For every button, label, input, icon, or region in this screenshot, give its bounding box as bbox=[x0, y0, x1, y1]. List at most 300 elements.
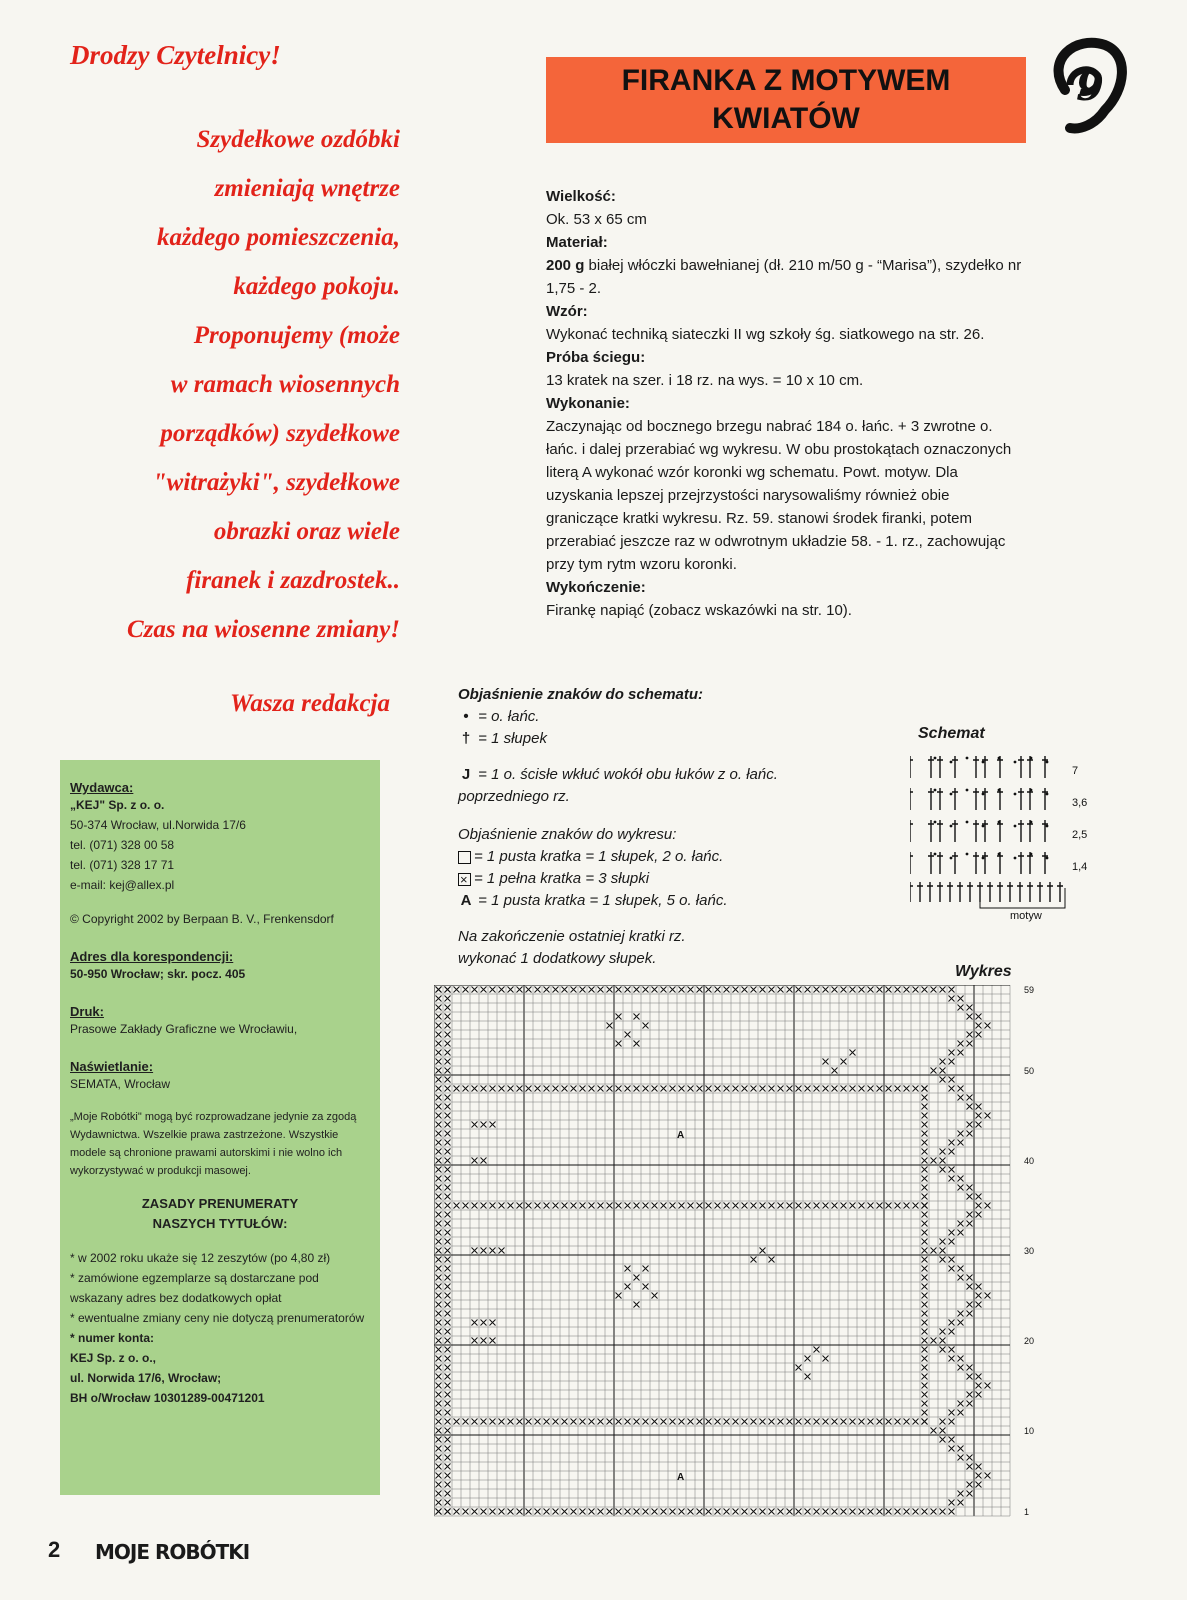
filled-cell bbox=[472, 1086, 478, 1092]
stitch-mark bbox=[910, 852, 913, 874]
filled-cell bbox=[463, 1086, 469, 1092]
instructions bbox=[546, 185, 1026, 622]
filled-cell bbox=[445, 1302, 451, 1308]
filled-cell bbox=[922, 1374, 928, 1380]
filled-cell bbox=[652, 1509, 658, 1515]
filled-cell bbox=[751, 1419, 757, 1425]
filled-cell bbox=[526, 1203, 532, 1209]
filled-cell bbox=[949, 1176, 955, 1182]
filled-cell bbox=[562, 1509, 568, 1515]
filled-cell bbox=[436, 1266, 442, 1272]
stitch-mark bbox=[1042, 788, 1048, 810]
filled-cell bbox=[922, 987, 928, 993]
account-line: ul. Norwida 17/6, Wrocław; bbox=[70, 1371, 222, 1385]
size-value: Ok. 53 x 65 cm bbox=[546, 211, 647, 228]
intro-line: Proponujemy (może bbox=[193, 322, 400, 349]
filled-cell bbox=[940, 1329, 946, 1335]
stitch-mark bbox=[982, 756, 988, 778]
filled-cell bbox=[958, 996, 964, 1002]
filled-cell bbox=[544, 1086, 550, 1092]
schematic-rows bbox=[910, 756, 1063, 902]
filled-cell bbox=[958, 1356, 964, 1362]
filled-cell bbox=[976, 1122, 982, 1128]
filled-cell bbox=[931, 1068, 937, 1074]
filled-cell bbox=[922, 1275, 928, 1281]
filled-cell bbox=[454, 1086, 460, 1092]
filled-cell bbox=[805, 1509, 811, 1515]
filled-cell bbox=[436, 1383, 442, 1389]
filled-cell bbox=[562, 987, 568, 993]
filled-cell bbox=[445, 1473, 451, 1479]
stitch-mark bbox=[952, 756, 958, 778]
filled-cell bbox=[742, 1509, 748, 1515]
stitch-mark bbox=[1057, 882, 1063, 902]
filled-cell bbox=[445, 1437, 451, 1443]
chain-dot bbox=[950, 761, 953, 764]
filled-cell bbox=[787, 1419, 793, 1425]
dot-symbol: • bbox=[463, 708, 469, 725]
filled-cell bbox=[742, 1203, 748, 1209]
filled-cell bbox=[643, 1284, 649, 1290]
filled-cell bbox=[958, 1095, 964, 1101]
filled-cell bbox=[490, 1248, 496, 1254]
filled-cell bbox=[760, 1086, 766, 1092]
filled-cell bbox=[940, 1167, 946, 1173]
filled-cell bbox=[481, 987, 487, 993]
filled-cell bbox=[688, 1509, 694, 1515]
filled-cell bbox=[445, 1374, 451, 1380]
publisher-line: e-mail: kej@allex.pl bbox=[70, 878, 175, 892]
filled-cell bbox=[598, 1419, 604, 1425]
filled-cell bbox=[967, 1374, 973, 1380]
filled-cell bbox=[922, 1131, 928, 1137]
filled-cell bbox=[922, 1266, 928, 1272]
filled-cell bbox=[949, 1266, 955, 1272]
filled-cell bbox=[904, 1086, 910, 1092]
filled-cell bbox=[958, 1050, 964, 1056]
filled-cell bbox=[922, 1095, 928, 1101]
filled-cell bbox=[679, 1509, 685, 1515]
filled-cell bbox=[940, 1509, 946, 1515]
filled-cell bbox=[949, 1077, 955, 1083]
filled-cell bbox=[922, 1338, 928, 1344]
stitch-mark bbox=[1027, 788, 1033, 810]
filled-cell bbox=[769, 1509, 775, 1515]
gauge-value: 13 kratek na szer. i 18 rz. na wys. = 10 x 10 cm. bbox=[546, 372, 864, 389]
print-label: Druk: bbox=[70, 1004, 104, 1019]
filled-cell bbox=[976, 1482, 982, 1488]
filled-cell bbox=[922, 1203, 928, 1209]
region-a-label: A bbox=[677, 1472, 685, 1483]
filled-cell bbox=[508, 1086, 514, 1092]
lace-schematic bbox=[910, 748, 1110, 928]
filled-cell bbox=[634, 1302, 640, 1308]
filled-cell bbox=[445, 1104, 451, 1110]
stitch-mark bbox=[973, 852, 979, 874]
address: 50-950 Wrocław; skr. pocz. 405 bbox=[70, 967, 246, 981]
filled-cell bbox=[553, 1203, 559, 1209]
schematic-row-label: 3,6 bbox=[1072, 797, 1088, 809]
filled-cell bbox=[868, 1086, 874, 1092]
filled-cell bbox=[967, 1491, 973, 1497]
stitch-mark bbox=[937, 852, 943, 874]
filled-cell bbox=[643, 987, 649, 993]
filled-cell bbox=[922, 1212, 928, 1218]
filled-cell bbox=[976, 1374, 982, 1380]
filled-cell bbox=[985, 1023, 991, 1029]
filled-cell bbox=[697, 987, 703, 993]
filled-cell bbox=[949, 1149, 955, 1155]
filled-cell bbox=[481, 1320, 487, 1326]
filled-cell bbox=[958, 1176, 964, 1182]
filled-cell bbox=[436, 1320, 442, 1326]
publisher-label: Wydawca: bbox=[70, 780, 134, 795]
filled-cell bbox=[598, 1086, 604, 1092]
size-label: Wielkość: bbox=[546, 188, 616, 205]
filled-cell bbox=[778, 987, 784, 993]
chain-dot bbox=[950, 825, 953, 828]
filled-cell bbox=[445, 1428, 451, 1434]
filled-cell bbox=[823, 1059, 829, 1065]
filled-cell bbox=[445, 1041, 451, 1047]
subscription-bullet: * zamówione egzemplarze są dostarczane pod wskazany adres bez dodatkowych opłat bbox=[70, 1271, 319, 1305]
filled-cell bbox=[445, 1113, 451, 1119]
stitch-mark bbox=[1042, 852, 1048, 874]
chain-dot bbox=[1046, 857, 1049, 860]
filled-cell bbox=[931, 987, 937, 993]
chain-dot bbox=[966, 821, 969, 824]
copyright: © Copyright 2002 by Berpaan B. V., Frenkensdorf bbox=[70, 912, 334, 926]
filled-cell bbox=[886, 1509, 892, 1515]
filled-cell bbox=[679, 1419, 685, 1425]
stitch-mark bbox=[997, 788, 1003, 810]
filled-cell bbox=[886, 1086, 892, 1092]
filled-cell bbox=[976, 1293, 982, 1299]
filled-cell bbox=[580, 1419, 586, 1425]
intro-line: każdego pokoju. bbox=[233, 273, 400, 300]
filled-cell bbox=[841, 1203, 847, 1209]
filled-cell bbox=[940, 1059, 946, 1065]
filled-cell bbox=[949, 1446, 955, 1452]
filled-cell bbox=[535, 1086, 541, 1092]
address-label: Adres dla korespondencji: bbox=[70, 949, 234, 964]
filled-cell bbox=[922, 1410, 928, 1416]
filled-cell bbox=[481, 1158, 487, 1164]
filled-cell bbox=[643, 1023, 649, 1029]
filled-cell bbox=[436, 1392, 442, 1398]
filled-cell bbox=[445, 1176, 451, 1182]
filled-cell bbox=[445, 1023, 451, 1029]
chain-dot bbox=[934, 789, 937, 792]
publisher-line: 50-374 Wrocław, ul.Norwida 17/6 bbox=[70, 818, 246, 832]
chain-dot bbox=[1046, 793, 1049, 796]
account-line: KEJ Sp. z o. o., bbox=[70, 1351, 157, 1365]
filled-cell bbox=[922, 1320, 928, 1326]
publisher-line: tel. (071) 328 17 71 bbox=[70, 858, 175, 872]
filled-cell bbox=[922, 1284, 928, 1290]
chain-dot bbox=[1014, 793, 1017, 796]
filled-cell bbox=[544, 1419, 550, 1425]
filled-cell bbox=[445, 1014, 451, 1020]
stitch-mark bbox=[1018, 788, 1024, 810]
filled-cell bbox=[841, 1419, 847, 1425]
filled-cell bbox=[733, 1419, 739, 1425]
filled-cell bbox=[850, 1086, 856, 1092]
filled-cell bbox=[967, 1131, 973, 1137]
filled-cell bbox=[832, 1419, 838, 1425]
filled-cell bbox=[949, 987, 955, 993]
filled-cell bbox=[922, 1401, 928, 1407]
stitch-mark bbox=[952, 788, 958, 810]
chain-dot bbox=[1046, 761, 1049, 764]
filled-cell bbox=[616, 1509, 622, 1515]
filled-cell bbox=[607, 1509, 613, 1515]
chain-dot bbox=[934, 757, 937, 760]
filled-cell bbox=[508, 1419, 514, 1425]
filled-cell bbox=[796, 1203, 802, 1209]
stitch-mark bbox=[997, 756, 1003, 778]
filled-cell bbox=[733, 1203, 739, 1209]
stitch-mark bbox=[1027, 882, 1033, 902]
filled-cell bbox=[724, 1086, 730, 1092]
stitch-mark bbox=[973, 820, 979, 842]
chain-dot bbox=[982, 825, 985, 828]
publisher-line: „KEJ" Sp. z o. o. bbox=[70, 798, 165, 812]
filled-cell bbox=[625, 1509, 631, 1515]
filled-cell bbox=[976, 1203, 982, 1209]
filled-cell bbox=[958, 1455, 964, 1461]
chain-dot bbox=[998, 821, 1001, 824]
filled-cell bbox=[544, 1509, 550, 1515]
filled-cell bbox=[508, 987, 514, 993]
filled-cell bbox=[436, 1473, 442, 1479]
filled-cell bbox=[436, 1248, 442, 1254]
filled-cell bbox=[895, 1419, 901, 1425]
filled-cell bbox=[769, 1086, 775, 1092]
material-value bbox=[546, 254, 1026, 300]
filled-cell bbox=[436, 1437, 442, 1443]
chain-dot bbox=[1030, 853, 1033, 856]
crossed-square-icon bbox=[458, 873, 471, 886]
filled-cell bbox=[436, 1338, 442, 1344]
filled-cell bbox=[517, 987, 523, 993]
filled-cell bbox=[922, 1383, 928, 1389]
filled-cell bbox=[589, 1509, 595, 1515]
filled-cell bbox=[436, 1509, 442, 1515]
filled-cell bbox=[436, 1041, 442, 1047]
filled-cell bbox=[445, 1158, 451, 1164]
filled-cell bbox=[445, 1122, 451, 1128]
filled-cell bbox=[706, 987, 712, 993]
filled-cell bbox=[931, 1158, 937, 1164]
stitch-mark bbox=[937, 788, 943, 810]
filled-cell bbox=[787, 1203, 793, 1209]
intro-line: zmieniają wnętrze bbox=[214, 175, 400, 202]
filled-cell bbox=[634, 1419, 640, 1425]
filled-cell bbox=[544, 987, 550, 993]
filled-cell bbox=[922, 1257, 928, 1263]
filled-cell bbox=[832, 1068, 838, 1074]
filled-cell bbox=[859, 1203, 865, 1209]
issue-number-logo bbox=[1035, 30, 1145, 140]
filled-cell bbox=[922, 1122, 928, 1128]
filled-cell bbox=[445, 1365, 451, 1371]
filled-cell bbox=[949, 1437, 955, 1443]
filled-cell bbox=[958, 1131, 964, 1137]
stitch-mark bbox=[1027, 756, 1033, 778]
filled-cell bbox=[436, 1032, 442, 1038]
filled-cell bbox=[967, 1194, 973, 1200]
filled-cell bbox=[913, 1509, 919, 1515]
filled-cell bbox=[922, 1293, 928, 1299]
filled-cell bbox=[436, 1230, 442, 1236]
filled-cell bbox=[976, 1023, 982, 1029]
filled-cell bbox=[490, 1086, 496, 1092]
filled-cell bbox=[436, 1410, 442, 1416]
filled-cell bbox=[436, 1104, 442, 1110]
filled-cell bbox=[643, 1086, 649, 1092]
filled-cell bbox=[490, 1320, 496, 1326]
filled-cell bbox=[922, 1239, 928, 1245]
filled-cell bbox=[976, 1302, 982, 1308]
stitch-mark bbox=[910, 820, 913, 842]
filled-cell bbox=[445, 1257, 451, 1263]
filled-cell bbox=[850, 1509, 856, 1515]
filled-cell bbox=[445, 1239, 451, 1245]
legend-hook bbox=[458, 764, 788, 808]
filled-cell bbox=[490, 1122, 496, 1128]
filled-cell bbox=[913, 1419, 919, 1425]
filled-cell bbox=[814, 1203, 820, 1209]
filled-cell bbox=[670, 987, 676, 993]
filled-cell bbox=[778, 1086, 784, 1092]
filled-cell bbox=[733, 987, 739, 993]
filled-cell bbox=[922, 1311, 928, 1317]
filled-cell bbox=[940, 1347, 946, 1353]
title-line: FIRANKA Z MOTYWEM bbox=[621, 64, 951, 97]
filled-cell bbox=[445, 1293, 451, 1299]
filled-cell bbox=[634, 1509, 640, 1515]
stitch-mark bbox=[982, 788, 988, 810]
filled-cell bbox=[436, 1212, 442, 1218]
schematic-row-label: 2,5 bbox=[1072, 829, 1088, 841]
filled-cell bbox=[985, 1473, 991, 1479]
filled-cell bbox=[481, 1122, 487, 1128]
filled-cell bbox=[481, 1086, 487, 1092]
filled-cell bbox=[940, 1239, 946, 1245]
stitch-mark bbox=[937, 756, 943, 778]
filled-cell bbox=[499, 987, 505, 993]
filled-cell bbox=[976, 1383, 982, 1389]
filled-cell bbox=[436, 1482, 442, 1488]
filled-cell bbox=[625, 1419, 631, 1425]
filled-cell bbox=[958, 1410, 964, 1416]
filled-cell bbox=[463, 1203, 469, 1209]
filled-cell bbox=[463, 1509, 469, 1515]
filled-cell bbox=[643, 1509, 649, 1515]
filled-cell bbox=[940, 1158, 946, 1164]
logo-number: 9 bbox=[1076, 63, 1104, 110]
filled-cell bbox=[967, 1005, 973, 1011]
filled-cell bbox=[436, 1464, 442, 1470]
filled-cell bbox=[940, 1257, 946, 1263]
filled-cell bbox=[445, 1338, 451, 1344]
filled-cell bbox=[913, 1203, 919, 1209]
filled-cell bbox=[841, 987, 847, 993]
filled-cell bbox=[445, 1077, 451, 1083]
stitch-mark bbox=[973, 756, 979, 778]
filled-cell bbox=[436, 1194, 442, 1200]
filled-cell bbox=[931, 1338, 937, 1344]
filled-cell bbox=[436, 1257, 442, 1263]
filled-cell bbox=[967, 1185, 973, 1191]
filled-cell bbox=[715, 987, 721, 993]
filled-cell bbox=[922, 1356, 928, 1362]
filled-cell bbox=[571, 987, 577, 993]
filled-cell bbox=[724, 1509, 730, 1515]
chart-row-label: 20 bbox=[1024, 1336, 1035, 1346]
filled-cell bbox=[751, 987, 757, 993]
filled-cell bbox=[868, 1509, 874, 1515]
stitch-mark bbox=[1042, 756, 1048, 778]
filled-cell bbox=[760, 987, 766, 993]
filled-cell bbox=[661, 1419, 667, 1425]
filled-cell bbox=[445, 1212, 451, 1218]
legend-text: = 1 pusta kratka = 1 słupek, 5 o. łańc. bbox=[474, 892, 728, 909]
filled-cell bbox=[706, 1509, 712, 1515]
filled-cell bbox=[823, 1419, 829, 1425]
filled-cell bbox=[436, 1077, 442, 1083]
chain-dot bbox=[1014, 825, 1017, 828]
filled-cell bbox=[967, 1284, 973, 1290]
stitch-mark bbox=[952, 820, 958, 842]
filled-cell bbox=[922, 1086, 928, 1092]
filled-cell bbox=[436, 1167, 442, 1173]
filled-cell bbox=[967, 1122, 973, 1128]
filled-cell bbox=[949, 1320, 955, 1326]
filled-cell bbox=[922, 1329, 928, 1335]
exposure-label: Naświetlanie: bbox=[70, 1059, 154, 1074]
filled-cell bbox=[436, 1491, 442, 1497]
filled-cell bbox=[625, 987, 631, 993]
filled-cell bbox=[931, 1248, 937, 1254]
filled-cell bbox=[949, 1167, 955, 1173]
filled-cell bbox=[445, 1248, 451, 1254]
filled-cell bbox=[652, 1086, 658, 1092]
filled-cell bbox=[553, 1509, 559, 1515]
chain-dot bbox=[966, 757, 969, 760]
filled-cell bbox=[454, 1509, 460, 1515]
filled-cell bbox=[445, 987, 451, 993]
region-a-label: A bbox=[677, 1130, 685, 1141]
filled-cell bbox=[589, 1203, 595, 1209]
filled-cell bbox=[796, 1419, 802, 1425]
stitch-mark bbox=[927, 882, 933, 902]
filled-cell bbox=[751, 1257, 757, 1263]
motif-label: motyw bbox=[1010, 910, 1042, 922]
filled-cell bbox=[445, 1230, 451, 1236]
filled-cell bbox=[967, 1464, 973, 1470]
filled-cell bbox=[445, 1329, 451, 1335]
filled-cell bbox=[724, 987, 730, 993]
filled-cell bbox=[706, 1086, 712, 1092]
filled-cell bbox=[832, 1509, 838, 1515]
filled-cell bbox=[436, 1059, 442, 1065]
publisher-line: tel. (071) 328 00 58 bbox=[70, 838, 175, 852]
filled-cell bbox=[526, 1086, 532, 1092]
filled-cell bbox=[688, 1086, 694, 1092]
filled-cell bbox=[616, 1293, 622, 1299]
